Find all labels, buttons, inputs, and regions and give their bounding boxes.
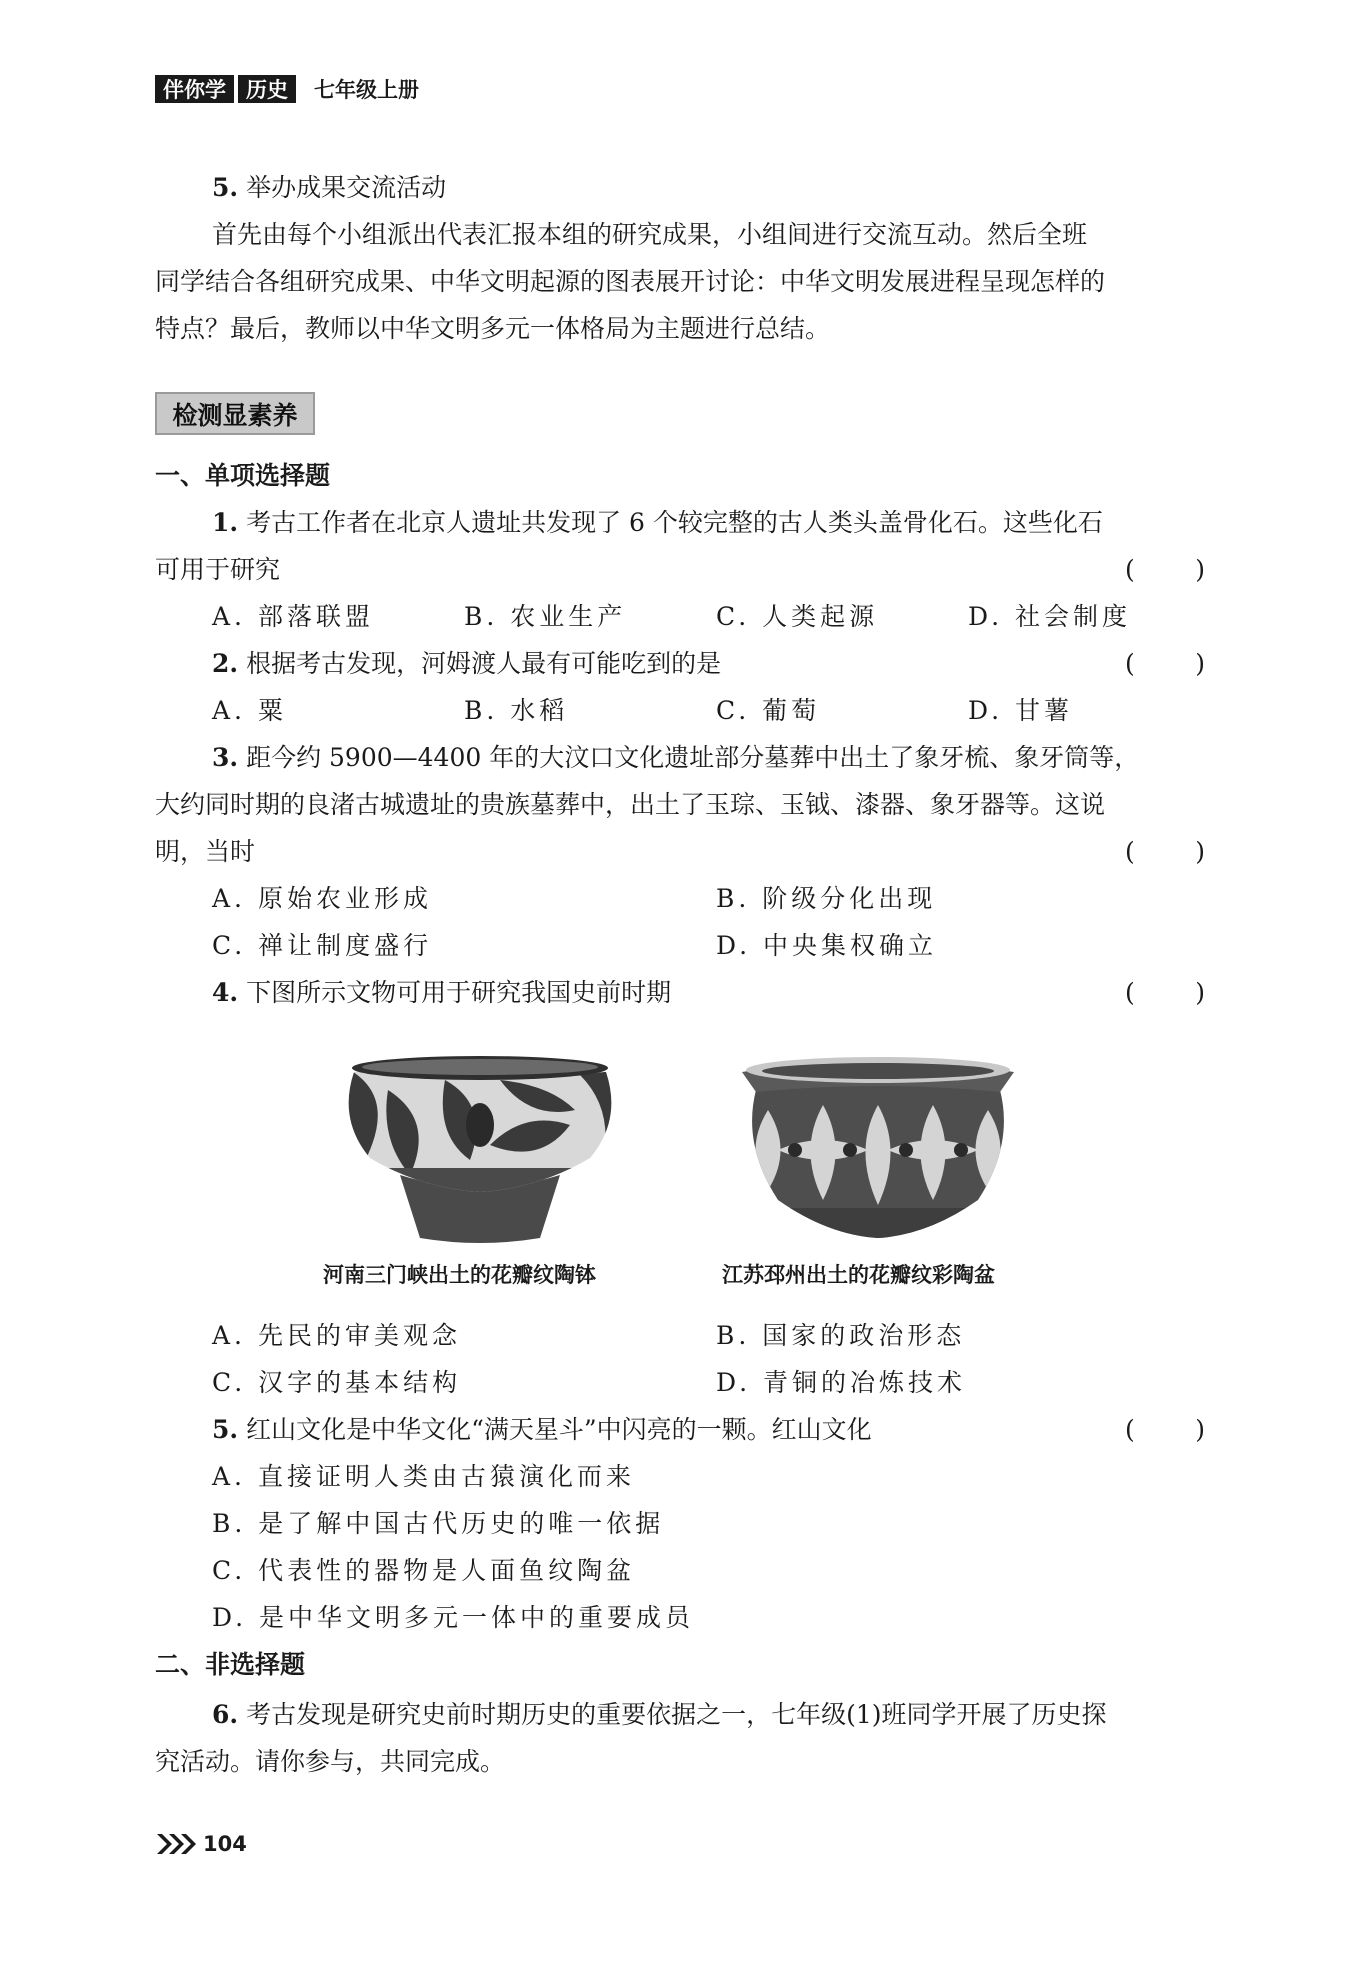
q6-stem: 6. 考古发现是研究史前时期历史的重要依据之一，七年级(1)班同学开展了历史探 bbox=[212, 1700, 1107, 1729]
q2-option-d: D. 甘薯 bbox=[968, 696, 1074, 725]
answer-paren: ( ) bbox=[1125, 555, 1205, 584]
q5-option-b: B. 是了解中国古代历史的唯一依据 bbox=[212, 1509, 665, 1538]
q1-stem: 1. 考古工作者在北京人遗址共发现了 6 个较完整的古人类头盖骨化石。这些化石 bbox=[212, 508, 1103, 537]
caption-right: 江苏邳州出土的花瓣纹彩陶盆 bbox=[722, 1263, 995, 1287]
q2-stem: 2. 根据考古发现，河姆渡人最有可能吃到的是 bbox=[212, 649, 722, 678]
activity-line: 同学结合各组研究成果、中华文明起源的图表展开讨论：中华文明发展进程呈现怎样的 bbox=[155, 267, 1106, 296]
q3-stem-cont: 明，当时 bbox=[155, 837, 256, 866]
q1-stem-cont: 可用于研究 bbox=[155, 555, 281, 584]
q2-option-c: C. 葡萄 bbox=[716, 696, 821, 725]
q4-stem: 4. 下图所示文物可用于研究我国史前时期 bbox=[212, 978, 672, 1007]
q5-stem: 5. 红山文化是中华文化“满天星斗”中闪亮的一颗。红山文化 bbox=[212, 1415, 872, 1444]
answer-paren: ( ) bbox=[1125, 978, 1205, 1007]
q5-option-a: A. 直接证明人类由古猿演化而来 bbox=[212, 1462, 635, 1491]
q1-option-a: A. 部落联盟 bbox=[212, 602, 374, 631]
q4-option-d: D. 青铜的冶炼技术 bbox=[716, 1368, 967, 1397]
grade-label: 七年级上册 bbox=[314, 77, 419, 102]
q2-option-a: A. 粟 bbox=[212, 696, 287, 725]
q5-option-c: C. 代表性的器物是人面鱼纹陶盆 bbox=[212, 1556, 636, 1585]
q3-option-b: B. 阶级分化出现 bbox=[716, 884, 937, 913]
answer-paren: ( ) bbox=[1125, 1415, 1205, 1444]
q1-option-d: D. 社会制度 bbox=[968, 602, 1132, 631]
q3-stem: 3. 距今约 5900—4400 年的大汶口文化遗址部分墓葬中出土了象牙梳、象牙筒等， bbox=[212, 743, 1140, 772]
painted-basin-image bbox=[738, 1050, 1018, 1260]
q1-option-b: B. 农业生产 bbox=[464, 602, 627, 631]
page-header bbox=[155, 74, 419, 104]
q6-stem-cont: 究活动。请你参与，共同完成。 bbox=[155, 1747, 506, 1776]
q3-option-d: D. 中央集权确立 bbox=[716, 931, 938, 960]
part2-heading: 二、非选择题 bbox=[155, 1650, 306, 1679]
q1-option-c: C. 人类起源 bbox=[716, 602, 879, 631]
q5-option-d: D. 是中华文明多元一体中的重要成员 bbox=[212, 1603, 695, 1632]
q4-option-c: C. 汉字的基本结构 bbox=[212, 1368, 462, 1397]
part1-heading: 一、单项选择题 bbox=[155, 461, 331, 490]
q2-option-b: B. 水稻 bbox=[464, 696, 569, 725]
series-label: 伴你学 bbox=[155, 75, 234, 103]
activity-line: 首先由每个小组派出代表汇报本组的研究成果，小组间进行交流互动。然后全班 bbox=[212, 220, 1088, 249]
q4-option-a: A. 先民的审美观念 bbox=[212, 1321, 461, 1350]
activity-line: 特点？最后，教师以中华文明多元一体格局为主题进行总结。 bbox=[155, 314, 831, 343]
answer-paren: ( ) bbox=[1125, 837, 1205, 866]
caption-left: 河南三门峡出土的花瓣纹陶钵 bbox=[323, 1263, 596, 1287]
answer-paren: ( ) bbox=[1125, 649, 1205, 678]
page-number: 104 bbox=[203, 1832, 247, 1856]
page-footer bbox=[155, 1832, 247, 1856]
chevron-arrows-icon bbox=[155, 1832, 199, 1856]
q3-option-a: A. 原始农业形成 bbox=[212, 884, 432, 913]
q3-stem-cont: 大约同时期的良渚古城遗址的贵族墓葬中，出土了玉琮、玉钺、漆器、象牙器等。这说 bbox=[155, 790, 1106, 819]
subject-label: 历史 bbox=[238, 75, 296, 103]
painted-bowl-image bbox=[340, 1050, 620, 1250]
section-title: 检测显素养 bbox=[155, 392, 315, 435]
q3-option-c: C. 禅让制度盛行 bbox=[212, 931, 433, 960]
activity-title: 5. 举办成果交流活动 bbox=[212, 173, 447, 202]
q4-option-b: B. 国家的政治形态 bbox=[716, 1321, 966, 1350]
